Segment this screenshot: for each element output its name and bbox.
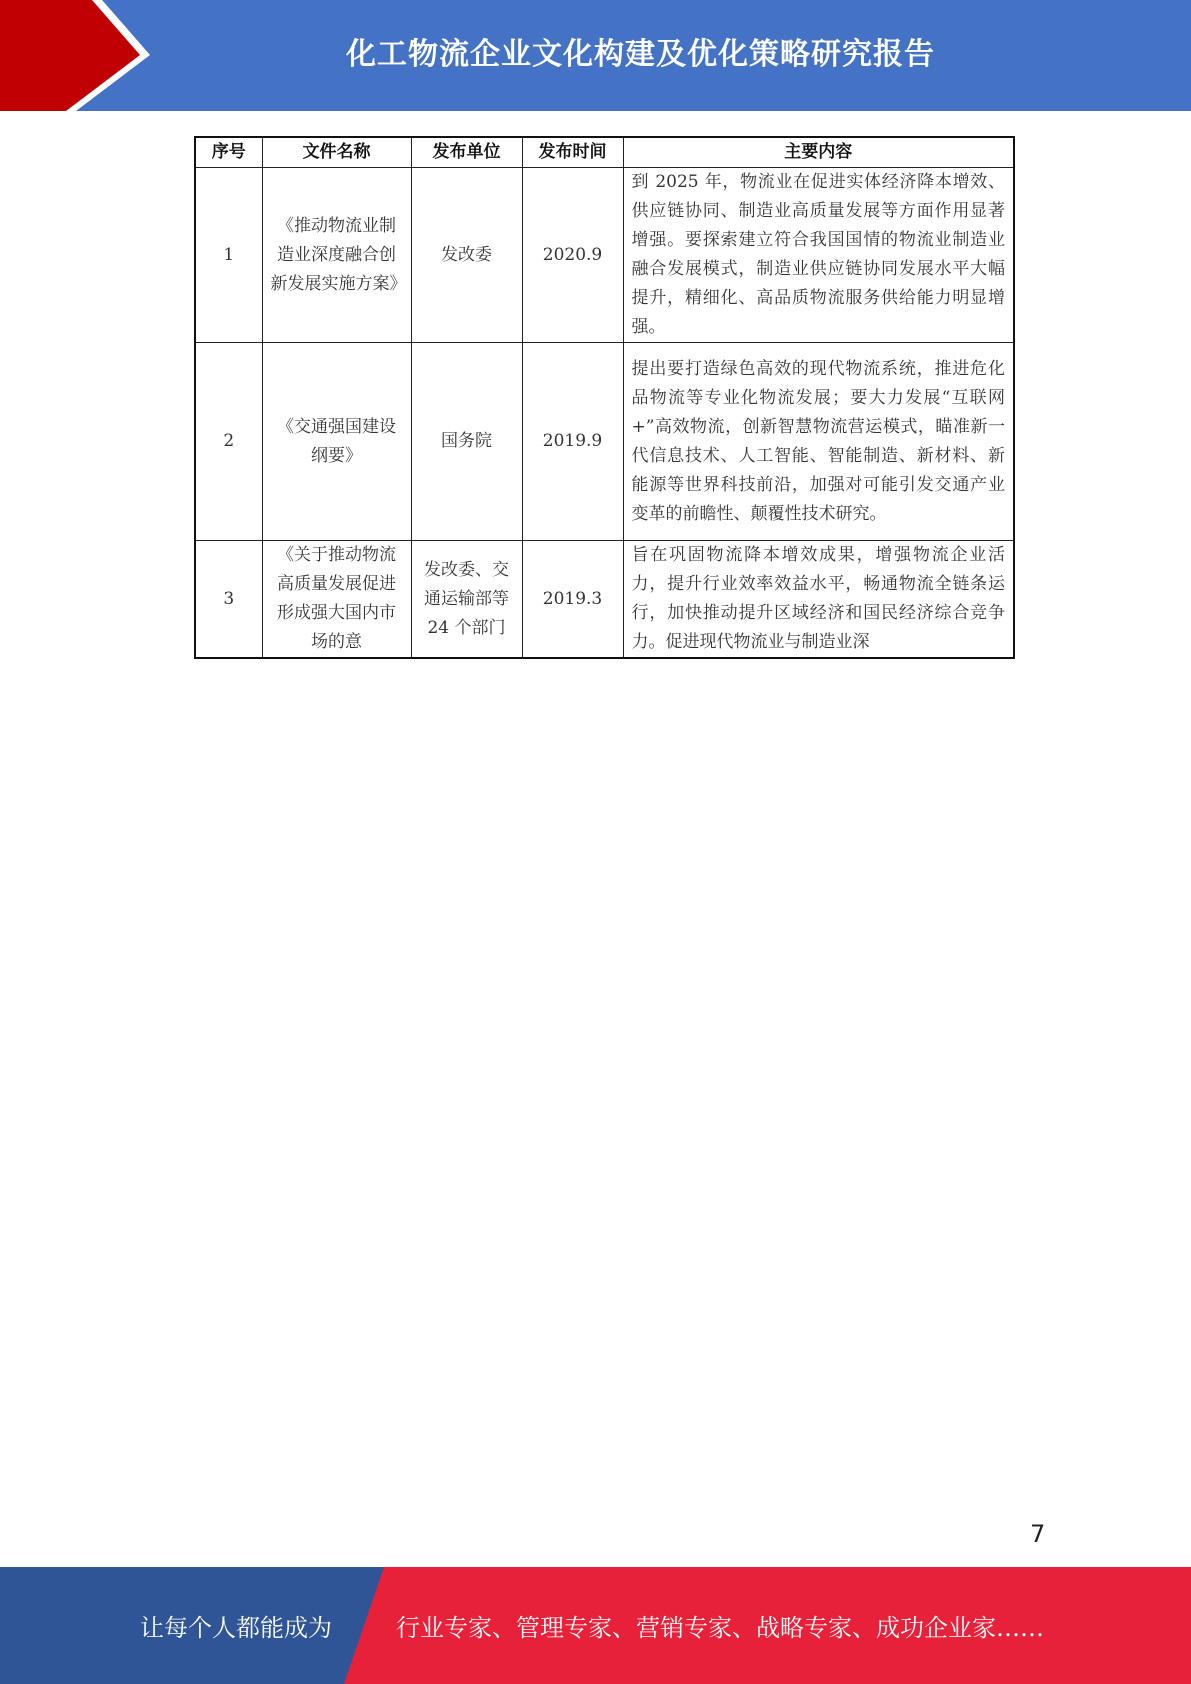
- cell-content: 提出要打造绿色高效的现代物流系统，推进危化品物流等专业化物流发展；要大力发展“互联网+”高效物流，创新智慧物流营运模式，瞄准新一代信息技术、人工智能、智能制造、新材料、新能源等世界科技前沿，加强对可能引发交通产业变革的前瞻性、颠覆性技术研究。: [623, 343, 1014, 541]
- report-title: 化工物流企业文化构建及优化策略研究报告: [346, 36, 935, 72]
- footer-slogan-right: 行业专家、管理专家、营销专家、战略专家、成功企业家……: [396, 1614, 1044, 1642]
- cell-date: 2020.9: [522, 168, 623, 343]
- cell-no: 1: [195, 168, 262, 343]
- header-cell-publisher: 发布单位: [411, 137, 522, 168]
- footer-slogan-left: 让每个人都能成为: [140, 1614, 332, 1642]
- header-cell-no: 序号: [195, 137, 262, 168]
- table-row: [195, 343, 1014, 541]
- table-row: [195, 541, 1014, 659]
- header-cell-name: 文件名称: [262, 137, 411, 168]
- page-number: 7: [1030, 1520, 1046, 1548]
- cell-name: 《关于推动物流高质量发展促进形成强大国内市场的意: [262, 541, 411, 659]
- cell-date: 2019.3: [522, 541, 623, 659]
- header-cell-date: 发布时间: [522, 137, 623, 168]
- cell-publisher: 发改委: [411, 168, 522, 343]
- cell-name: 《交通强国建设纲要》: [262, 343, 411, 541]
- header-cell-content: 主要内容: [623, 137, 1014, 168]
- policy-table: [194, 136, 1015, 659]
- cell-no: 2: [195, 343, 262, 541]
- cell-date: 2019.9: [522, 343, 623, 541]
- page-footer: [0, 1567, 1191, 1684]
- table-row: [195, 168, 1014, 343]
- cell-publisher: 发改委、交通运输部等 24 个部门: [411, 541, 522, 659]
- cell-content: 到 2025 年，物流业在促进实体经济降本增效、供应链协同、制造业高质量发展等方面作用显著增强。要探索建立符合我国国情的物流业制造业融合发展模式，制造业供应链协同发展水平大幅提升，精细化、高品质物流服务供给能力明显增强。: [623, 168, 1014, 343]
- page-header: [0, 0, 1191, 111]
- cell-content: 旨在巩固物流降本增效成果，增强物流企业活力，提升行业效率效益水平，畅通物流全链条运行，加快推动提升区域经济和国民经济综合竞争力。促进现代物流业与制造业深: [623, 541, 1014, 659]
- cell-name: 《推动物流业制造业深度融合创新发展实施方案》: [262, 168, 411, 343]
- cell-no: 3: [195, 541, 262, 659]
- table-header-row: [195, 137, 1014, 168]
- cell-publisher: 国务院: [411, 343, 522, 541]
